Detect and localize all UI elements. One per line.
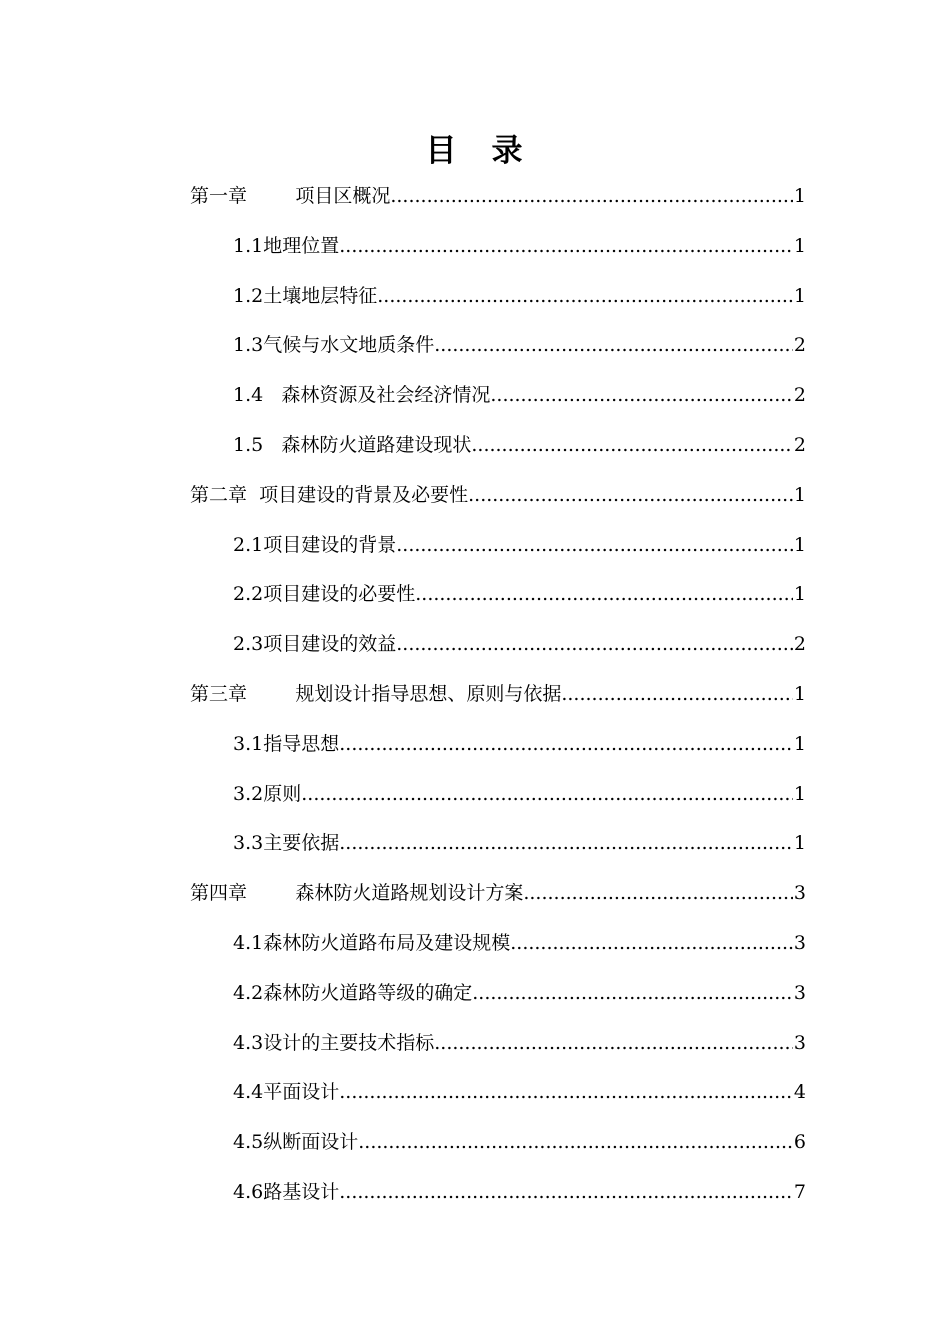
toc-dot-leader (390, 176, 793, 216)
toc-entry-line (233, 823, 806, 863)
toc-entry-title: 森林防火道路等级的确定 (263, 981, 473, 1004)
toc-entry-number: 3.3 (233, 832, 264, 855)
toc-section-entry[interactable] (0, 325, 950, 365)
toc-entry-number: 2.1 (233, 533, 264, 556)
toc-entry-line (233, 525, 806, 565)
toc-page-number: 3 (793, 981, 806, 1004)
toc-entry-line (233, 375, 806, 415)
toc-page-number: 1 (793, 284, 806, 307)
toc-entry-title: 平面设计 (263, 1081, 340, 1104)
toc-dot-leader (468, 475, 793, 515)
toc-entry-number: 4.4 (233, 1081, 264, 1104)
toc-entry-line (233, 923, 806, 963)
toc-entry-number: 第三章 (190, 683, 296, 705)
toc-page-number: 1 (793, 782, 806, 805)
toc-dot-leader (339, 724, 793, 764)
toc-entry-title: 路基设计 (263, 1181, 340, 1203)
toc-chapter-entry[interactable] (0, 674, 950, 714)
toc-page-number: 2 (793, 633, 806, 656)
toc-entry-number: 3.1 (233, 732, 264, 755)
toc-entry-title: 规划设计指导思想、原则与依据 (295, 683, 562, 705)
toc-dot-leader (339, 1072, 793, 1112)
toc-dot-leader (339, 1172, 793, 1212)
toc-entry-number: 第一章 (190, 185, 296, 207)
toc-entry-line (233, 276, 806, 316)
toc-page-number: 2 (793, 434, 806, 456)
toc-section-entry[interactable] (0, 1072, 950, 1112)
toc-dot-leader (471, 425, 793, 465)
toc-page-number: 1 (793, 185, 806, 207)
toc-page-number: 3 (793, 1031, 806, 1054)
toc-page-number: 1 (793, 583, 806, 606)
toc-entry-title: 原则 (263, 782, 302, 805)
toc-section-entry[interactable] (0, 425, 950, 465)
toc-entry-number: 1.4 (233, 384, 282, 407)
toc-entry-line (233, 724, 806, 764)
toc-section-entry[interactable] (0, 1023, 950, 1063)
toc-entry-line (233, 1072, 806, 1112)
toc-dot-leader (415, 574, 793, 614)
toc-chapter-entry[interactable] (0, 176, 950, 216)
toc-section-entry[interactable] (0, 724, 950, 764)
toc-entry-title: 项目建设的必要性 (263, 583, 416, 606)
toc-entry-title: 项目建设的效益 (263, 633, 397, 656)
toc-entry-title: 土壤地层特征 (263, 284, 378, 307)
toc-dot-leader (339, 823, 793, 863)
toc-dot-leader (561, 674, 793, 714)
toc-entry-title: 项目建设的背景及必要性 (259, 483, 469, 506)
toc-dot-leader (396, 624, 793, 664)
toc-dot-leader (434, 1023, 793, 1063)
toc-entry-number: 4.2 (233, 981, 264, 1004)
toc-entry-title: 项目区概况 (295, 185, 391, 207)
toc-section-entry[interactable] (0, 973, 950, 1013)
toc-entry-title: 指导思想 (263, 732, 340, 755)
toc-title: 目 录 (425, 133, 525, 169)
toc-section-entry[interactable] (0, 525, 950, 565)
toc-entry-line (233, 1122, 806, 1162)
toc-entry-title: 项目建设的背景 (263, 533, 397, 556)
toc-entry-number: 2.3 (233, 633, 264, 656)
toc-entry-line (233, 325, 806, 365)
toc-entry-title: 地理位置 (263, 234, 340, 257)
toc-dot-leader (523, 873, 793, 913)
toc-entry-line (233, 425, 806, 465)
toc-entry-title: 纵断面设计 (263, 1131, 359, 1154)
toc-dot-leader (472, 973, 793, 1013)
toc-page-number: 4 (793, 1081, 806, 1104)
toc-dot-leader (377, 276, 793, 316)
toc-page-number: 2 (793, 334, 806, 357)
toc-entry-number: 4.1 (233, 932, 264, 954)
toc-entry-title: 森林资源及社会经济情况 (281, 384, 491, 407)
toc-entry-number: 第二章 (190, 483, 260, 506)
toc-chapter-entry[interactable] (0, 475, 950, 515)
toc-page-number: 1 (793, 732, 806, 755)
toc-section-entry[interactable] (0, 923, 950, 963)
toc-entry-number: 4.5 (233, 1131, 264, 1154)
toc-section-entry[interactable] (0, 774, 950, 814)
toc-dot-leader (510, 923, 793, 963)
toc-entry-line (190, 475, 806, 515)
toc-chapter-entry[interactable] (0, 873, 950, 913)
toc-entry-line (233, 774, 806, 814)
toc-entry-title: 气候与水文地质条件 (263, 334, 435, 357)
toc-page-number: 1 (793, 234, 806, 257)
toc-dot-leader (396, 525, 793, 565)
toc-page-number: 3 (793, 932, 806, 954)
toc-dot-leader (358, 1122, 793, 1162)
toc-entry-line (190, 674, 806, 714)
toc-page-number: 7 (793, 1181, 806, 1203)
toc-entry-title: 设计的主要技术指标 (263, 1031, 435, 1054)
toc-entry-line (233, 1172, 806, 1212)
toc-section-entry[interactable] (0, 1122, 950, 1162)
toc-entry-line (190, 873, 806, 913)
toc-entry-number: 4.6 (233, 1181, 264, 1203)
toc-entry-number: 1.5 (233, 434, 282, 456)
toc-section-entry[interactable] (0, 276, 950, 316)
toc-entry-title: 森林防火道路建设现状 (281, 434, 472, 456)
toc-entry-number: 4.3 (233, 1031, 264, 1054)
toc-entry-number: 1.3 (233, 334, 264, 357)
toc-entry-title: 森林防火道路规划设计方案 (295, 882, 524, 905)
toc-page-number: 1 (793, 683, 806, 705)
toc-dot-leader (434, 325, 793, 365)
toc-section-entry[interactable] (0, 375, 950, 415)
toc-dot-leader (301, 774, 793, 814)
toc-section-entry[interactable] (0, 226, 950, 266)
toc-page-number: 6 (793, 1131, 806, 1154)
toc-entry-number: 3.2 (233, 782, 264, 805)
toc-page-number: 3 (793, 882, 806, 905)
toc-entry-title: 森林防火道路布局及建设规模 (263, 932, 511, 954)
toc-section-entry[interactable] (0, 823, 950, 863)
toc-entry-line (233, 226, 806, 266)
toc-dot-leader (339, 226, 793, 266)
toc-page-number: 1 (793, 533, 806, 556)
toc-entry-number: 2.2 (233, 583, 264, 606)
toc-entry-number: 1.2 (233, 284, 264, 307)
toc-entry-line (190, 176, 806, 216)
toc-entry-number: 第四章 (190, 882, 296, 905)
toc-page-number: 2 (793, 384, 806, 407)
toc-section-entry[interactable] (0, 1172, 950, 1212)
toc-page-number: 1 (793, 832, 806, 855)
toc-page-number: 1 (793, 483, 806, 506)
toc-entry-line (233, 624, 806, 664)
toc-entry-title: 主要依据 (263, 832, 340, 855)
toc-section-entry[interactable] (0, 574, 950, 614)
toc-section-entry[interactable] (0, 624, 950, 664)
toc-entry-line (233, 973, 806, 1013)
toc-dot-leader (490, 375, 793, 415)
toc-entry-line (233, 1023, 806, 1063)
toc-entry-number: 1.1 (233, 234, 264, 257)
toc-entry-line (233, 574, 806, 614)
